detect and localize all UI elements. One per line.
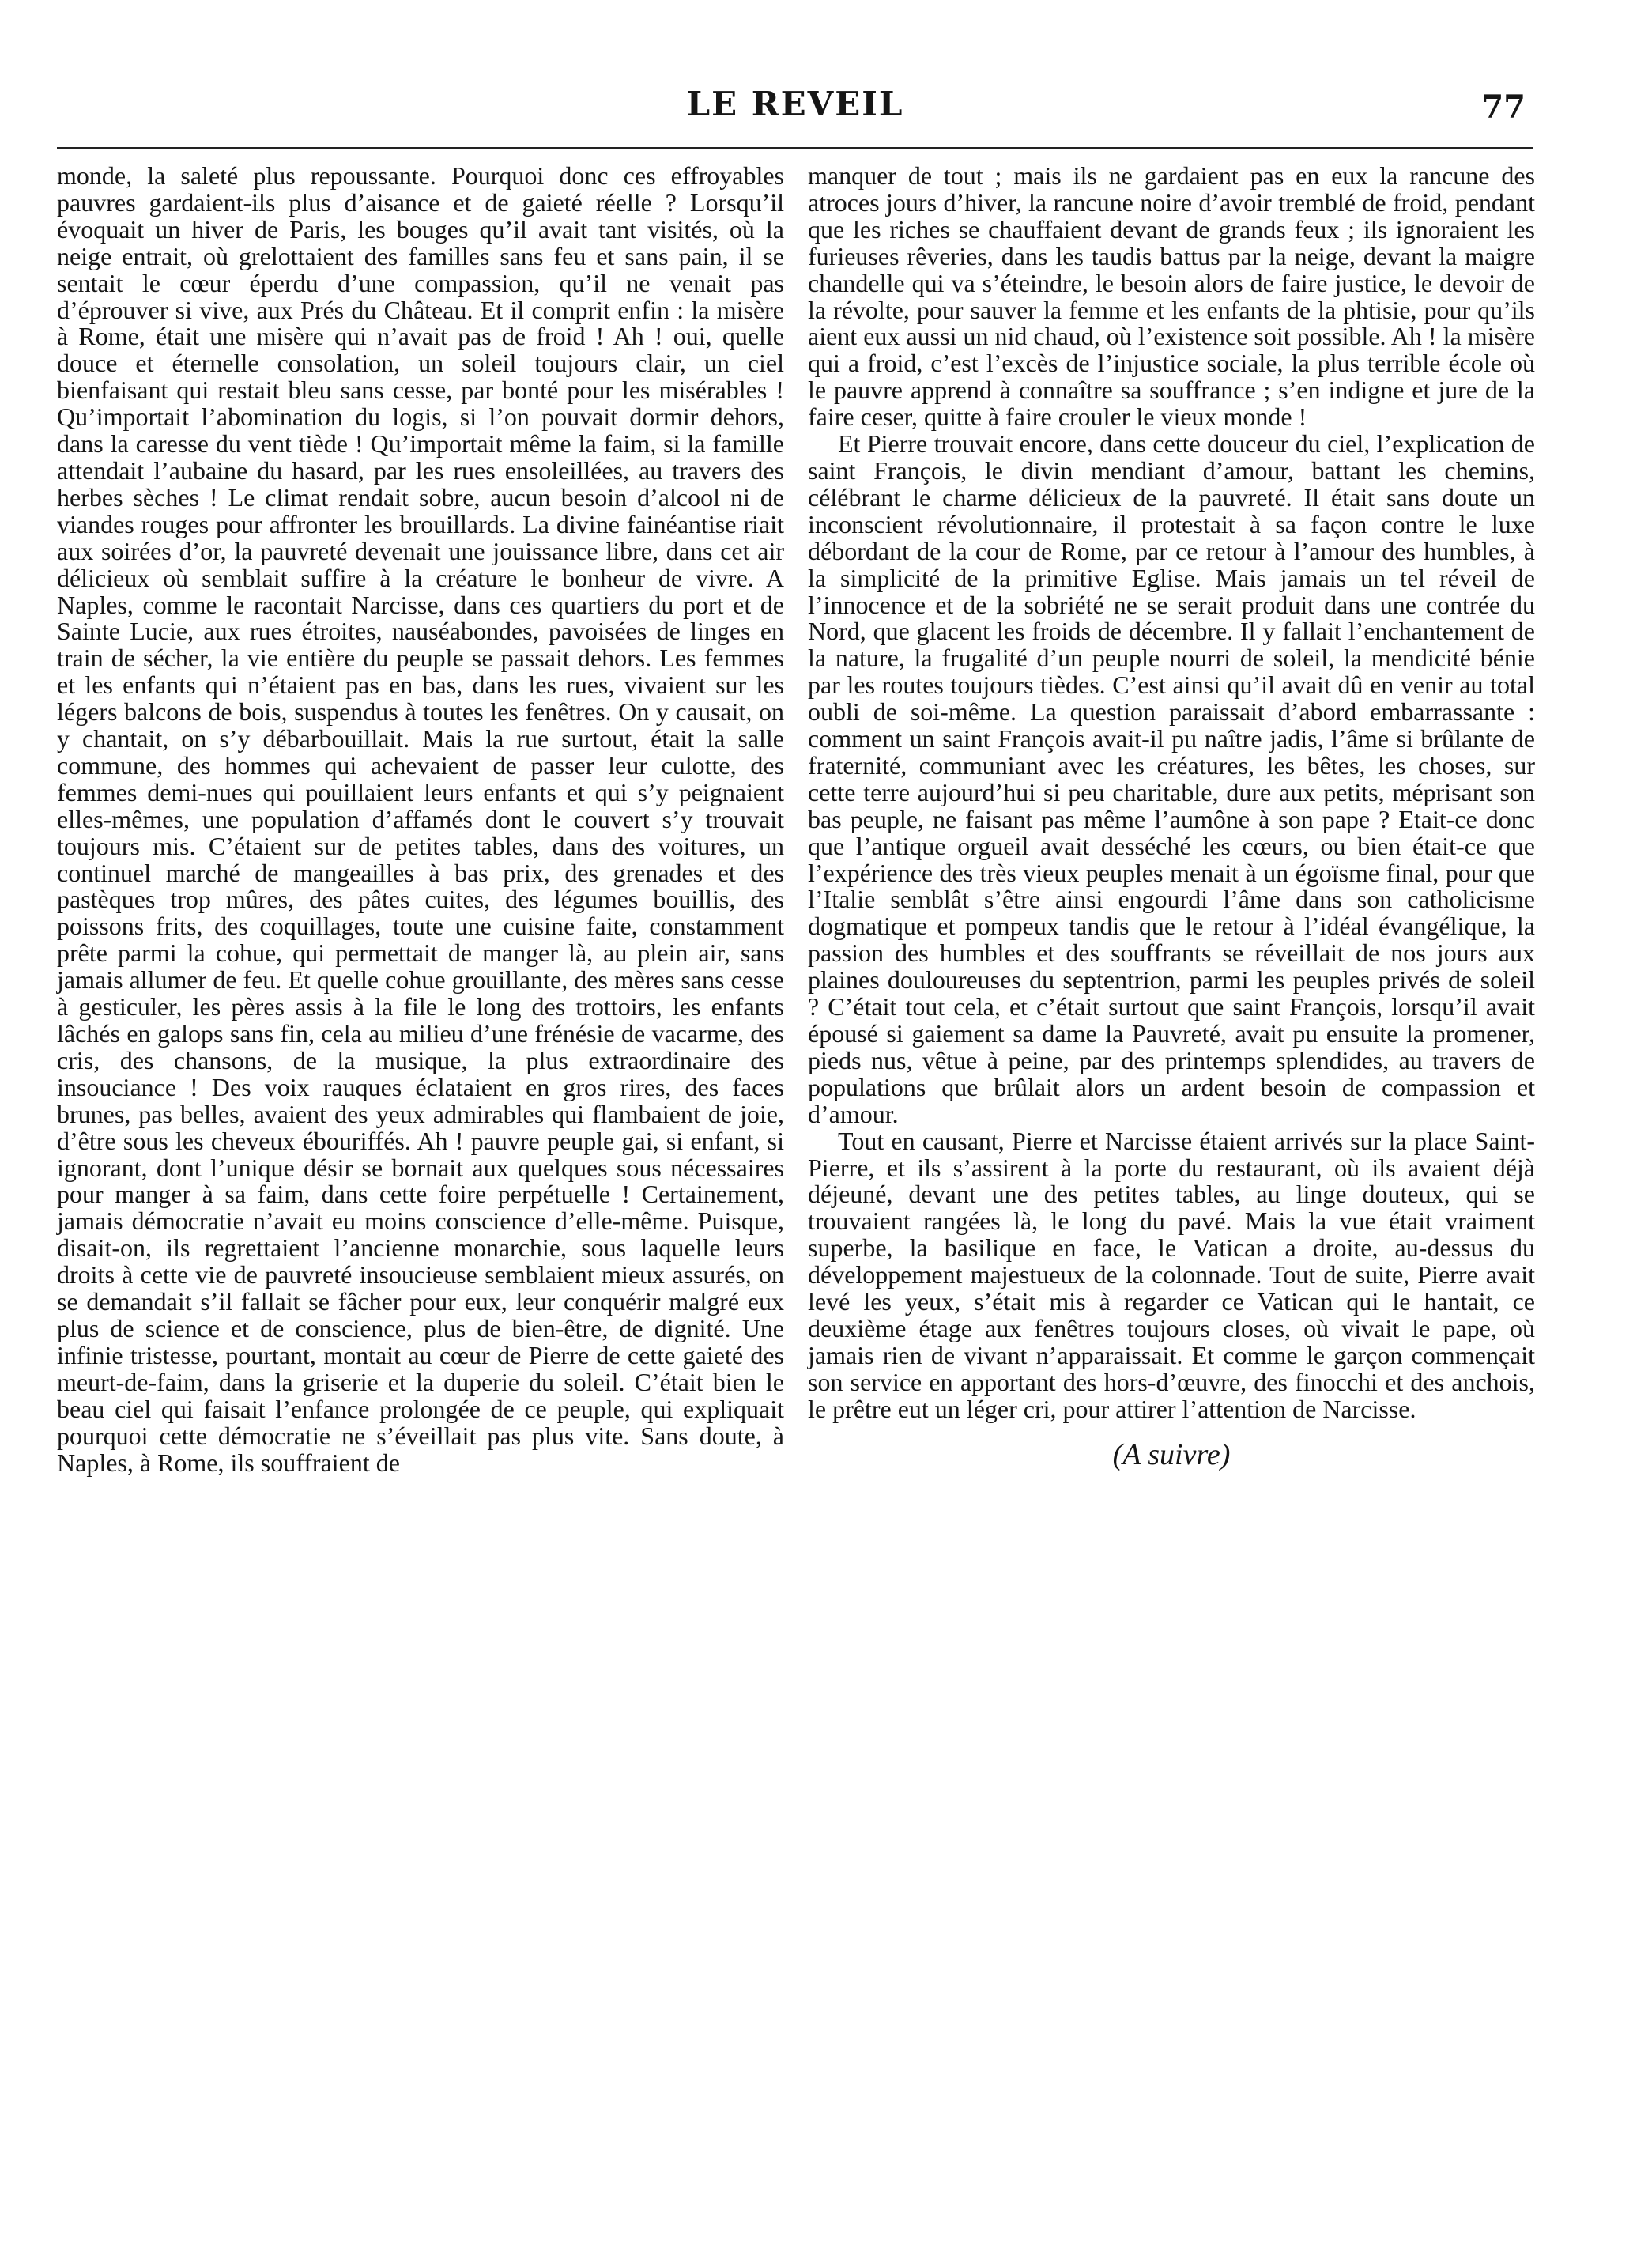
right-paragraph-3: Tout en causant, Pierre et Narcisse étaient arrivés sur la place Saint-Pierre, et ils s’assirent à la porte du restaurant, où ils avaient déjà déjeuné, devant une des petites tables, au linge douteux, qui se trouvaient rangées là, le long du pavé. Mais la vue était vraiment superbe, la basilique en face, le Vatican a droite, au-dessus du développement majestueux de la colonnade. Tout de suite, Pierre avait levé les yeux, s’était mis à regarder ce Vatican qui le hantait, ce deuxième étage aux fenêtres toujours closes, où vivait le pape, où jamais rien de vivant n’apparaissait. Et comme le garçon commençait son service en apportant des hors-d’œuvre, des finocchi et des anchois, le prêtre eut un léger cri, pour attirer l’attention de Narcisse. [808, 1126, 1535, 1423]
left-column [57, 163, 784, 1476]
right-paragraph-2: Et Pierre trouvait encore, dans cette douceur du ciel, l’explication de saint François, le divin mendiant d’amour, battant les chemins, célébrant le charme délicieux de la pauvreté. Il était sans doute un inconscient révolutionnaire, il protestait à sa façon contre le luxe débordant de la cour de Rome, par ce retour à l’amour des humbles, à la simplicité de la primitive Eglise. Mais jamais un tel réveil de l’innocence et de la sobriété ne se serait produit dans une contrée du Nord, que glacent les froids de décembre. Il y fallait l’enchantement de la nature, la frugalité d’un peuple nourri de soleil, la mendicité bénie par les routes toujours tièdes. C’est ainsi qu’il avait dû en venir au total oubli de soi-même. La question paraissait d’abord embarrassante : comment un saint François avait-il pu naître jadis, l’âme si brûlante de fraternité, communiant avec les créatures, les bêtes, les choses, sur cette terre aujourd’hui si peu charitable, dure aux petits, méprisant son bas peuple, ne faisant pas même l’aumône à son pape ? Etait-ce donc que l’antique orgueil avait desséché les cœurs, ou bien était-ce que l’expérience des très vieux peuples menait à un égoïsme final, pour que l’Italie semblât s’être ainsi engourdi l’âme dans son catholicisme dogmatique et pompeux tandis que le retour à l’idéal évangélique, la passion des humbles et des souffrants se réveillait de nos jours aux plaines douloureuses du septentrion, parmi les peuples privés de soleil ? C’était tout cela, et c’était surtout que saint François, lorsqu’il avait épousé si gaiement sa dame la Pauvreté, avait pu ensuite la promener, pieds nus, vêtue à peine, par des printemps splendides, au travers de populations que brûlait alors un ardent besoin de compassion et d’amour. [808, 429, 1535, 1128]
header-rule [57, 147, 1533, 149]
page-number: 77 [1481, 89, 1526, 126]
running-title: LE REVEIL [686, 85, 904, 123]
right-column [808, 163, 1535, 1472]
page-header [57, 84, 1533, 134]
right-paragraph-1: manquer de tout ; mais ils ne gardaient pas en eux la rancune des atroces jours d’hiver, la rancune noire d’avoir tremblé de froid, pendant que les riches se chauffaient devant de grands feux ; ils ignoraient les furieuses rêveries, dans les taudis battus par la neige, devant la maigre chandelle qui va s’éteindre, le besoin alors de faire justice, le devoir de la révolte, pour sauver la femme et les enfants de la phtisie, pour qu’ils aient eux aussi un nid chaud, où l’existence soit possible. Ah ! la misère qui a froid, c’est l’excès de l’injustice sociale, la plus terrible école où le pauvre apprend à connaître sa souffrance ; s’en indigne et jure de la faire ceser, quitte à faire crouler le vieux monde ! [808, 161, 1535, 432]
left-paragraph-1: monde, la saleté plus repoussante. Pourquoi donc ces effroyables pauvres gardaient-ils plus d’aisance et de gaieté réelle ? Lorsqu’il évoquait un hiver de Paris, les bouges qu’il avait tant visités, où la neige entrait, où grelottaient des familles sans feu et sans pain, il se sentait le cœur éperdu d’une compassion, qu’il ne venait pas d’éprouver si vive, aux Prés du Château. Et il comprit enfin : la misère à Rome, était une misère qui n’avait pas de froid ! Ah ! oui, quelle douce et éternelle consolation, un soleil toujours clair, un ciel bienfaisant qui restait bleu sans cesse, par bonté pour les misérables ! Qu’importait l’abomination du logis, si l’on pouvait dormir dehors, dans la caresse du vent tiède ! Qu’importait même la faim, si la famille attendait l’aubaine du hasard, par les rues ensoleillées, au travers des herbes sèches ! Le climat rendait sobre, aucun besoin d’alcool ni de viandes rouges pour affronter les brouillards. La divine fainéantise riait aux soirées d’or, la pauvreté devenait une jouissance libre, dans cet air délicieux où semblait suffire à la créature le bonheur de vivre. A Naples, comme le racontait Narcisse, dans ces quartiers du port et de Sainte Lucie, aux rues étroites, nauséabondes, pavoisées de linges en train de sécher, la vie entière du peuple se passait dehors. Les femmes et les enfants qui n’étaient pas en bas, dans les rues, vivaient sur les légers balcons de bois, suspendus à toutes les fenêtres. On y causait, on y chantait, on s’y débarbouillait. Mais la rue surtout, était la salle commune, des hommes qui achevaient de passer leur culotte, des femmes demi-nues qui pouillaient leurs enfants et qui s’y peignaient elles-mêmes, une population d’affamés dont le couvert s’y trouvait toujours mis. C’étaient sur de petites tables, dans des voitures, un continuel marché de mangeailles à bas prix, des grenades et des pastèques trop mûres, des pâtes cuites, des légumes bouillis, des poissons frits, des coquillages, toute une cuisine faite, constamment prête parmi la cohue, qui permettait de manger là, au plein air, sans jamais allumer de feu. Et quelle cohue grouillante, des mères sans cesse à gesticuler, les pères assis à la file le long des trottoirs, les enfants lâchés en galops sans fin, cela au milieu d’une frénésie de vacarme, des cris, des chansons, de la musique, la plus extraordinaire des insouciance ! Des voix rauques éclataient en gros rires, des faces brunes, pas belles, avaient des yeux admirables qui flambaient de joie, d’être sous les cheveux ébouriffés. Ah ! pauvre peuple gai, si enfant, si ignorant, dont l’unique désir se bornait aux quelques sous nécessaires pour manger à sa faim, dans cette foire perpétuelle ! Certainement, jamais démocratie n’avait eu moins conscience d’elle-même. Puisque, disait-on, ils regrettaient l’ancienne monarchie, sous laquelle leurs droits à cette vie de pauvreté insoucieuse semblaient mieux assurés, on se demandait s’il fallait se fâcher pour eux, leur conquérir malgré eux plus de science et de conscience, plus de bien-être, de dignité. Une infinie tristesse, pourtant, montait au cœur de Pierre de cette gaieté des meurt-de-faim, dans la griserie et la duperie du soleil. C’était bien le beau ciel qui faisait l’enfance prolongée de ce peuple, qui expliquait pourquoi cette démocratie ne s’éveillait pas plus vite. Sans doute, à Naples, à Rome, ils souffraient de [57, 161, 784, 1477]
to-be-continued-note: (A suivre) [1112, 1437, 1231, 1471]
